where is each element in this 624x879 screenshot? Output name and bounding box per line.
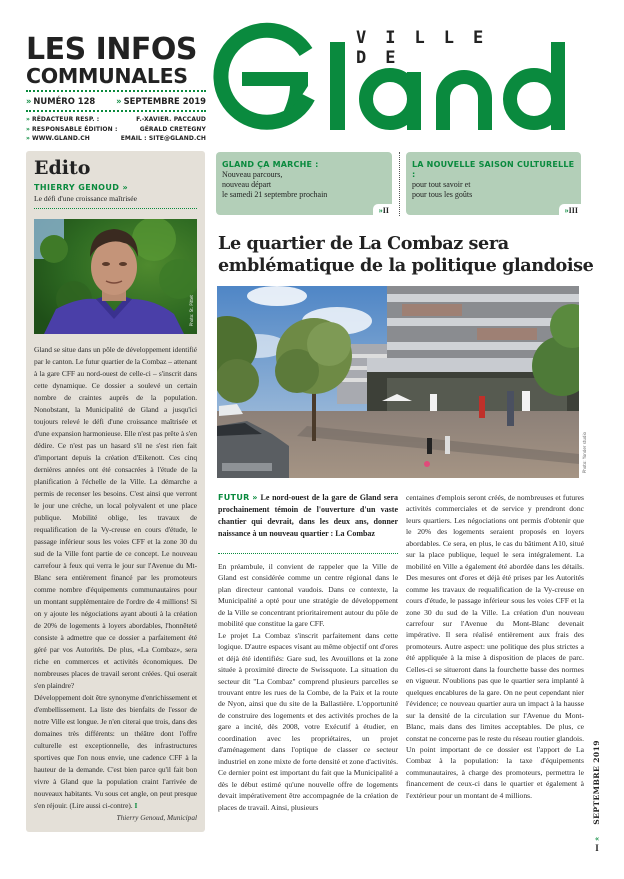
chevron-double-right-icon: » xyxy=(26,96,32,106)
credit-value: F.-XAVIER. PACCAUD xyxy=(136,116,206,123)
teaser-page-ref[interactable] xyxy=(559,204,581,215)
issue-number: NUMÉRO 128 xyxy=(33,96,96,106)
teaser-line: nouveau départ xyxy=(222,180,272,189)
chevron-double-right-icon: » xyxy=(116,96,122,106)
edito-author xyxy=(34,183,197,192)
lead-divider xyxy=(218,553,398,554)
photo-credit: Photo: St. Pittet xyxy=(189,294,194,326)
photo-credit: Photo: Yonder studio xyxy=(582,432,587,474)
teaser-page-ref[interactable] xyxy=(373,204,392,215)
edito-panel xyxy=(26,151,205,832)
credit-label: RÉDACTEUR RESP. : xyxy=(31,116,100,123)
logo-prefix: VILLE DE xyxy=(356,28,503,68)
article-paragraph: centaines d'emplois seront créés, de nombreuses et futures activités commerciales et de service y prendront donc leurs quartiers. Les négociations ont permis d'obtenir que le 20% des logements seraient proposés en loyers abordables. Ce sera, en plus, le cas du bâtiment A10, situé sur la place publique, lequel le sera intégralement. La mobilité en Ville a également été abordée dans les détails. Des mesures ont d'ores et déjà été prises par les Autorités comme les travaux de requalification de la Vy-creuse en cours d'étude, le passage inférieur sous les voies CFF et la zone 30 du sud de la Ville. La création d'un nouveau carrefour sur l'Avenue du Mont-Blanc devenait impérative. Il sera réalisé entièrement aux frais des promoteurs. Autre aspect: une politique des plus strictes a été appliquée à la mise à disposition de places de parc. Celles-ci se situeront dans la fourchette basse des normes en vigueur. N'oublions pas que le quartier sera implanté à quelques encablures de la gare. On ne peut cependant nier l'évidence; ce nouveau quartier aura un impact à la hausse sur la densité de la circulation sur l'Avenue du Mont-Blanc, mais dans des limites acceptables. De plus, ce constat ne concerne pas le reste du réseau routier glandois. Un point important de ce dossier est l'apport de La Combaz à la population: la taxe d'équipements communautaires, à charge des promoteurs, permettra le financement de ceux-ci dans le quartier et également à l'extérieur pour un montant de 4 millions. xyxy=(406,493,584,800)
edito-paragraph: Gland se situe dans un pôle de développement identifié par le canton. Le futur quartier de la Combaz – attenant à la gare CFF au nord-ouest de celle-ci – s'inscrit dans cette dynamique. Ce dossier a soulevé un certain nombre de craintes auprès de la population. Nonobstant, la Municipalité de Gland a jusqu'ici toujours relevé le défi d'une croissance maîtrisée et d'une expansion harmonieuse. Elle n'est pas prête à s'en dédire. Ce n'est pas un hasard s'il ne s'est rien fait d'important depuis la création d'Eikenott. Ces cinq dernières années ont été consacrées à l'étude de la planification à l'échelle de la Ville. La démarche a permis de recenser les besoins. C'est ainsi que verront le jour une crèche, un local polyvalent et une place publique. Mobilité oblige, les travaux de requalification de la Vy-creuse en cours d'étude, le passage inférieur sous les voies CFF et la zone 30 du sud de la Ville font partie de ce concept. Le nouveau carrefour à feux qui verra le jour sur l'Avenue du Mt-Blanc sera entièrement financé par les promoteurs comme nombre d'équipements communautaires pour un montant supplémentaire de l'ordre de 4 millions! Si on y ajoute les négociations ayant abouti à la création de 20% de logements à loyers abordables, l'honnêteté consiste à admettre que ce dossier a parfaitement été géré par vos Autorités. De plus, «La Combaz», sera riche en commerces et activités économiques. De nombreuses places de travail seront créées. Qui oserait s'en plaindre? xyxy=(34,345,197,690)
side-date: SEPTEMBRE 2019 xyxy=(592,740,601,825)
logo-letter-n xyxy=(436,70,492,130)
lead-text: Le nord-ouest de la gare de Gland sera prochainement témoin de l'ouverture d'un vaste chantier qui devrait, dans les deux ans, donner naissance à un nouveau quartier : La Combaz xyxy=(218,493,399,538)
page-ref-number: II xyxy=(382,206,389,215)
credit-value: GÉRALD CRETEGNY xyxy=(139,125,206,133)
logo-letter-d xyxy=(510,75,558,123)
teaser-line: pour tous les goûts xyxy=(412,190,473,199)
issue-date: SEPTEMBRE 2019 xyxy=(123,96,206,106)
teaser-line: pour tout savoir et xyxy=(412,180,471,189)
article-lead xyxy=(218,492,398,540)
logo-letter-d-stem xyxy=(551,42,565,130)
teaser-line: Nouveau parcours, xyxy=(222,170,283,179)
credit-row xyxy=(26,134,206,144)
chevron-double-right-icon: » xyxy=(26,116,30,123)
end-mark-icon: I xyxy=(134,801,138,810)
logo-letter-a-stem xyxy=(407,72,421,130)
teaser-line: le samedi 21 septembre prochain xyxy=(222,190,328,199)
teaser-gland-ca-marche[interactable] xyxy=(216,152,392,215)
article-column-2 xyxy=(406,492,584,801)
website-link[interactable]: WWW.GLAND.CH xyxy=(31,135,90,142)
teaser-heading: LA NOUVELLE SAISON CULTURELLE : xyxy=(412,160,575,179)
credit-row xyxy=(26,125,206,135)
teaser-heading: GLAND ÇA MARCHE : xyxy=(222,160,319,169)
author-name: THIERRY GENOUD xyxy=(34,183,120,192)
article-headline: Le quartier de La Combaz sera emblématique de la politique glandoise xyxy=(218,233,594,276)
masthead-divider xyxy=(26,90,206,92)
edito-subtitle: Le défi d'une croissance maîtrisée xyxy=(34,194,137,203)
chevron-double-right-icon: » xyxy=(122,183,129,192)
logo-letter-a xyxy=(366,75,414,123)
page-ref-number: III xyxy=(568,206,578,215)
teaser-saison-culturelle[interactable] xyxy=(406,152,581,215)
credit-label: RESPONSABLE ÉDITION : xyxy=(31,125,118,133)
teaser-divider xyxy=(399,152,400,216)
masthead-divider xyxy=(26,110,206,112)
edito-divider xyxy=(34,208,197,209)
logo-letter-l xyxy=(330,42,345,130)
edito-title: Edito xyxy=(34,157,91,179)
article-photo xyxy=(217,286,579,478)
chevron-double-right-icon: » xyxy=(26,125,30,133)
chevron-double-right-icon: » xyxy=(564,206,569,215)
edito-paragraph-text: Développement doit être synonyme d'enrichissement et d'embellissement. La liste des bienfaits de l'essor de notre Ville est longue. Je n'en citerai que trois, dans des domaines très différents: un théâtre dont l'offre culturelle est exceptionnelle, des infrastructures sportives que l'on nous envie, une cadence CFF à la hauteur de la demande. C'est bien parce qu'il fait bon vivre à Gland que la population craint l'arrivée de nouveaux habitants. Vu sous cet angle, on peut presque s'en réjouir. (Lire aussi ci-contre). xyxy=(34,693,197,810)
credit-row xyxy=(26,115,206,125)
la-combaz-rendering xyxy=(217,286,579,478)
article-kicker: FUTUR xyxy=(218,493,250,502)
page-marker xyxy=(592,835,602,853)
masthead-title-line2: COMMUNALES xyxy=(26,64,188,88)
article-paragraph: Le projet La Combaz s'inscrit parfaitement dans cette logique. D'autre espaces visant au même objectif ont d'ores et déjà été identifiés: Gare sud, les Avouillons et la zone située à proximité directe de Swissquote. La situation du secteur dit "La Combaz" comprend plusieurs parcelles se trouvant entre les rues de la Combe, de la Paix et la route de Nyon, ainsi que du site de la Ballastière. L'opportunité de construire des logements et des activités proches de la gare a incité, dès 2008, votre Exécutif à étudier, en coordination avec les propriétaires, un projet d'aménagement dans l'optique de classer ce secteur industriel en zone mixte de forte densité et zone d'activités. Ce dernier point est important du fait que la Municipalité a dès le début estimé qu'une nouvelle offre de logements devait impérativement être accompagnée de la création de places de travail. Ainsi, plusieurs xyxy=(218,630,398,812)
edito-paragraph xyxy=(34,692,197,812)
masthead-title-line1: LES INFOS xyxy=(26,32,198,67)
chevron-double-right-icon: » xyxy=(26,135,30,142)
article-column-1 xyxy=(218,561,398,813)
edito-body xyxy=(34,344,197,812)
chevron-double-right-icon: » xyxy=(252,493,258,502)
article-paragraph: En préambule, il convient de rappeler que la Ville de Gland est considérée comme un centre régional dans le plan directeur cantonal vaudois. Dans ce contexte, la Municipalité a opté pour une stratégie de développement de la Ville se concentrant prioritairement autour du pôle de mobilité que constitue la gare CFF. xyxy=(218,562,398,629)
edito-signature: Thierry Genoud, Municipal xyxy=(116,813,197,822)
page-number: I xyxy=(595,843,599,853)
author-portrait xyxy=(34,219,197,334)
chevron-double-left-icon: « xyxy=(595,834,599,843)
issue-row xyxy=(26,95,206,107)
chevron-double-right-icon: » xyxy=(378,206,383,215)
portrait-image xyxy=(34,219,197,334)
gland-logo xyxy=(208,22,598,132)
masthead xyxy=(26,32,206,144)
email-link[interactable]: EMAIL : SITE@GLAND.CH xyxy=(120,135,206,142)
